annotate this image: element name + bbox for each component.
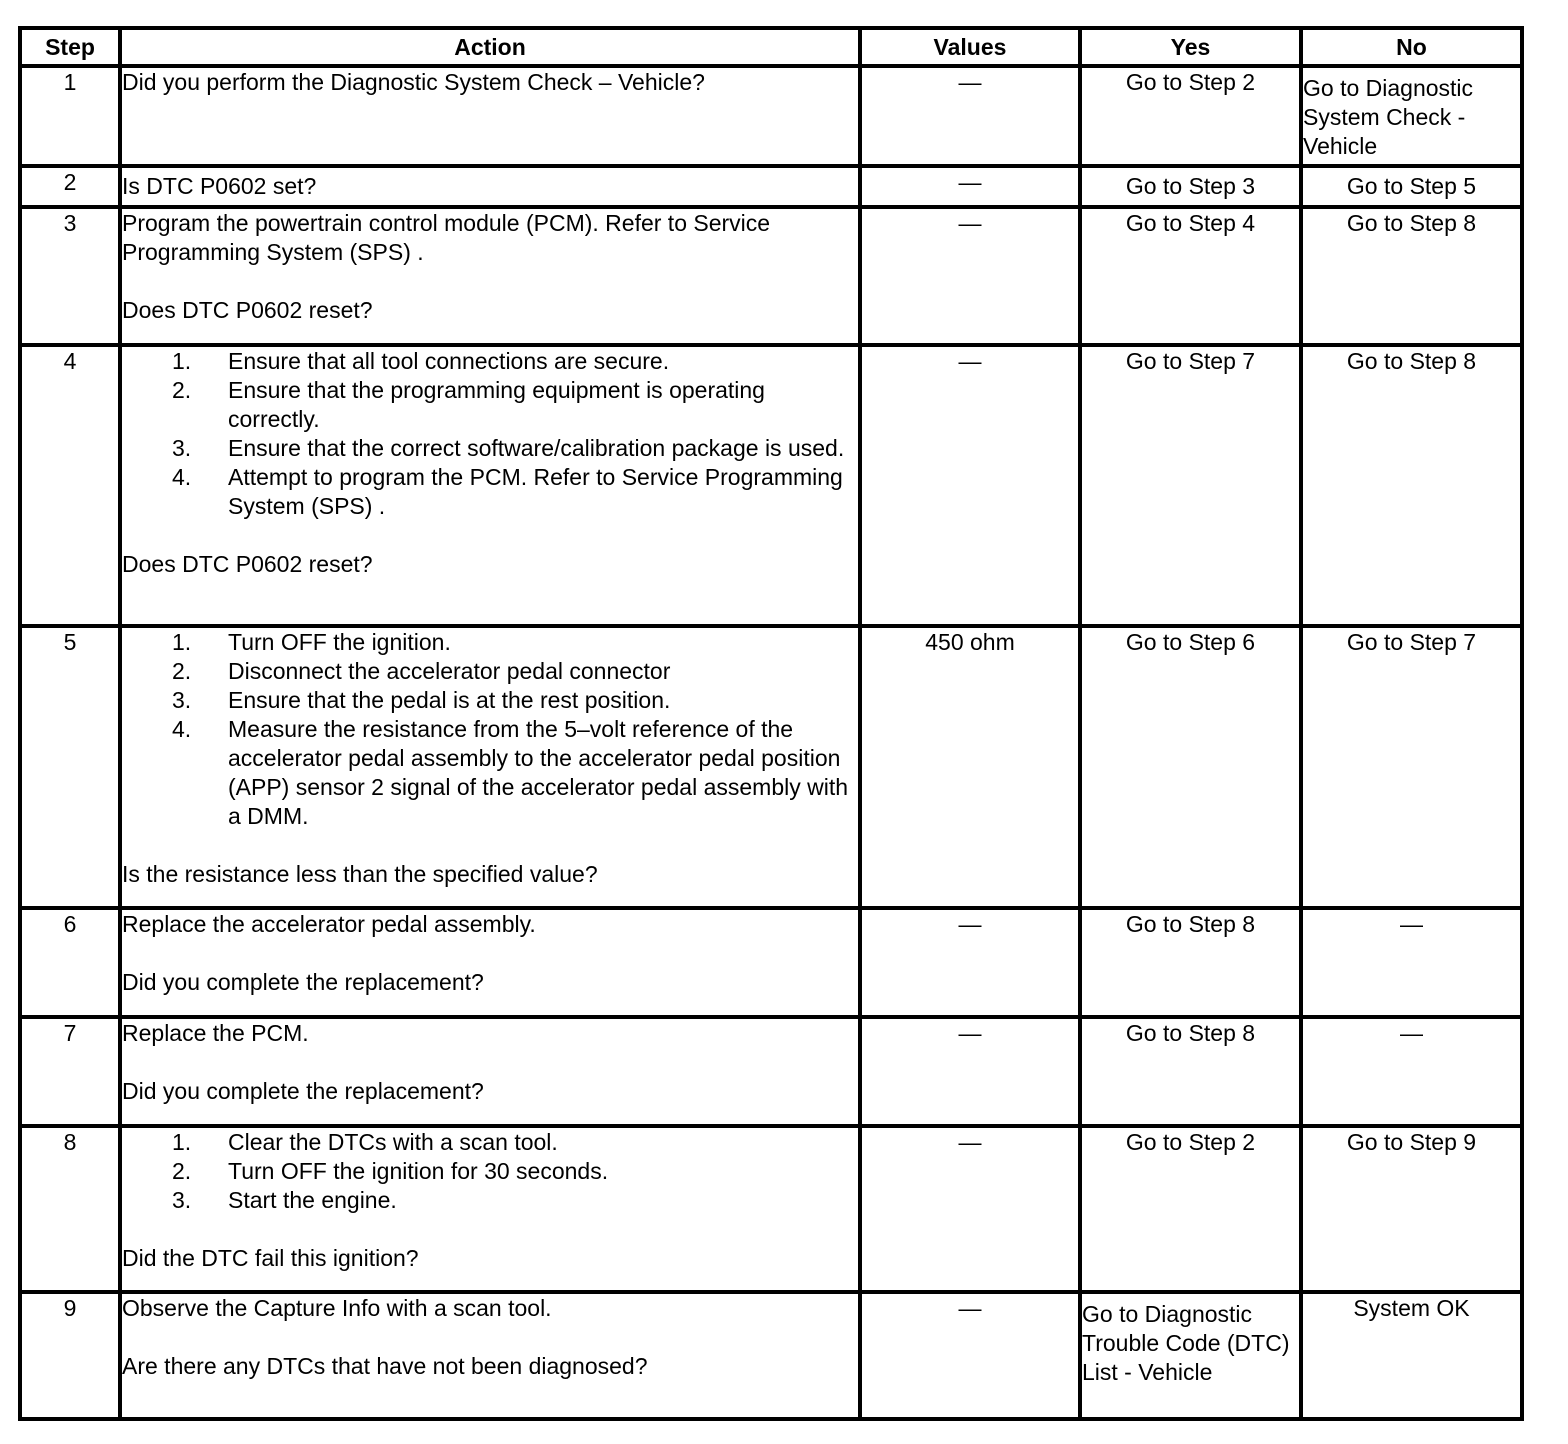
action-question: Did you complete the replacement?	[122, 969, 484, 995]
step-number: 2	[20, 166, 120, 207]
no-cell: System OK	[1301, 1292, 1522, 1419]
value-cell: —	[860, 207, 1080, 345]
value-cell: —	[860, 1126, 1080, 1292]
action-text: Observe the Capture Info with a scan tool.	[122, 1295, 552, 1321]
table-row	[20, 66, 1522, 166]
action-text: Replace the accelerator pedal assembly.	[122, 911, 536, 937]
procedure-list	[122, 628, 858, 831]
step-number: 1	[20, 66, 120, 166]
list-number: 1.	[172, 348, 192, 374]
list-item	[172, 657, 858, 686]
yes-cell: Go to Step 8	[1080, 1017, 1301, 1126]
list-text: Attempt to program the PCM. Refer to Service Programming System (SPS) .	[228, 464, 843, 519]
list-number: 2.	[172, 1158, 192, 1184]
list-number: 2.	[172, 377, 192, 403]
list-text: Turn OFF the ignition for 30 seconds.	[228, 1158, 609, 1184]
list-number: 3.	[172, 1187, 192, 1213]
no-cell: Go to Step 7	[1301, 626, 1522, 908]
action-cell	[120, 166, 860, 207]
step-number: 8	[20, 1126, 120, 1292]
yes-cell: Go to Step 2	[1080, 66, 1301, 166]
header-step: Step	[20, 28, 120, 66]
action-cell	[120, 345, 860, 626]
action-text: Is DTC P0602 set?	[122, 173, 317, 199]
no-cell: —	[1301, 1017, 1522, 1126]
list-item	[172, 1157, 858, 1186]
value-cell: 450 ohm	[860, 626, 1080, 908]
action-question: Is the resistance less than the specified value?	[122, 861, 598, 887]
header-row	[20, 28, 1522, 66]
yes-cell: Go to Diagnostic Trouble Code (DTC) List - Vehicle	[1080, 1292, 1301, 1419]
list-number: 1.	[172, 1129, 192, 1155]
step-number: 3	[20, 207, 120, 345]
step-number: 6	[20, 908, 120, 1017]
value-cell: —	[860, 166, 1080, 207]
list-item	[172, 434, 858, 463]
list-text: Disconnect the accelerator pedal connector	[228, 658, 671, 684]
list-number: 2.	[172, 658, 192, 684]
action-cell	[120, 1126, 860, 1292]
step-number: 5	[20, 626, 120, 908]
action-question: Does DTC P0602 reset?	[122, 297, 373, 323]
action-cell	[120, 66, 860, 166]
diagnostic-table	[18, 26, 1524, 1421]
list-item	[172, 628, 858, 657]
table-row	[20, 345, 1522, 626]
list-item	[172, 686, 858, 715]
action-text: Replace the PCM.	[122, 1020, 309, 1046]
yes-cell: Go to Step 8	[1080, 908, 1301, 1017]
value-cell: —	[860, 1017, 1080, 1126]
action-cell	[120, 1292, 860, 1419]
yes-cell: Go to Step 3	[1080, 166, 1301, 207]
action-text: Did you perform the Diagnostic System Check – Vehicle?	[122, 69, 705, 95]
list-number: 3.	[172, 687, 192, 713]
yes-cell: Go to Step 6	[1080, 626, 1301, 908]
value-cell: —	[860, 66, 1080, 166]
yes-cell: Go to Step 4	[1080, 207, 1301, 345]
step-number: 4	[20, 345, 120, 626]
list-number: 3.	[172, 435, 192, 461]
header-action: Action	[120, 28, 860, 66]
value-cell: —	[860, 908, 1080, 1017]
list-item	[172, 1128, 858, 1157]
yes-cell: Go to Step 7	[1080, 345, 1301, 626]
action-question: Did you complete the replacement?	[122, 1078, 484, 1104]
list-text: Measure the resistance from the 5–volt reference of the accelerator pedal assembly to the accelerator pedal position (APP) sensor 2 signal of the accelerator pedal assembly with a DMM.	[228, 716, 849, 829]
no-cell: Go to Step 8	[1301, 207, 1522, 345]
list-text: Start the engine.	[228, 1187, 397, 1213]
list-text: Ensure that all tool connections are secure.	[228, 348, 670, 374]
action-cell	[120, 626, 860, 908]
action-cell	[120, 1017, 860, 1126]
table-row	[20, 207, 1522, 345]
action-cell	[120, 207, 860, 345]
header-values: Values	[860, 28, 1080, 66]
list-item	[172, 1186, 858, 1215]
table-row	[20, 1017, 1522, 1126]
procedure-list	[122, 1128, 858, 1215]
list-text: Clear the DTCs with a scan tool.	[228, 1129, 558, 1155]
yes-cell: Go to Step 2	[1080, 1126, 1301, 1292]
value-cell: —	[860, 1292, 1080, 1419]
list-item	[172, 376, 858, 434]
header-no: No	[1301, 28, 1522, 66]
list-text: Ensure that the correct software/calibration package is used.	[228, 435, 845, 461]
list-item	[172, 715, 858, 831]
header-yes: Yes	[1080, 28, 1301, 66]
action-question: Did the DTC fail this ignition?	[122, 1245, 419, 1271]
step-number: 7	[20, 1017, 120, 1126]
list-text: Ensure that the pedal is at the rest position.	[228, 687, 671, 713]
table-row	[20, 1126, 1522, 1292]
no-cell: Go to Diagnostic System Check - Vehicle	[1301, 66, 1522, 166]
list-number: 4.	[172, 464, 192, 490]
no-cell: Go to Step 5	[1301, 166, 1522, 207]
value-cell: —	[860, 345, 1080, 626]
no-cell: —	[1301, 908, 1522, 1017]
table-row	[20, 166, 1522, 207]
no-cell: Go to Step 8	[1301, 345, 1522, 626]
list-number: 1.	[172, 629, 192, 655]
procedure-list	[122, 347, 858, 521]
step-number: 9	[20, 1292, 120, 1419]
table-row	[20, 1292, 1522, 1419]
list-number: 4.	[172, 716, 192, 742]
list-item	[172, 463, 858, 521]
list-text: Turn OFF the ignition.	[228, 629, 451, 655]
action-question: Are there any DTCs that have not been diagnosed?	[122, 1353, 648, 1379]
list-text: Ensure that the programming equipment is operating correctly.	[228, 377, 765, 432]
table-row	[20, 908, 1522, 1017]
action-cell	[120, 908, 860, 1017]
table-row	[20, 626, 1522, 908]
action-text: Program the powertrain control module (PCM). Refer to Service Programming System (SPS) .	[122, 210, 771, 265]
no-cell: Go to Step 9	[1301, 1126, 1522, 1292]
list-item	[172, 347, 858, 376]
action-question: Does DTC P0602 reset?	[122, 551, 373, 577]
